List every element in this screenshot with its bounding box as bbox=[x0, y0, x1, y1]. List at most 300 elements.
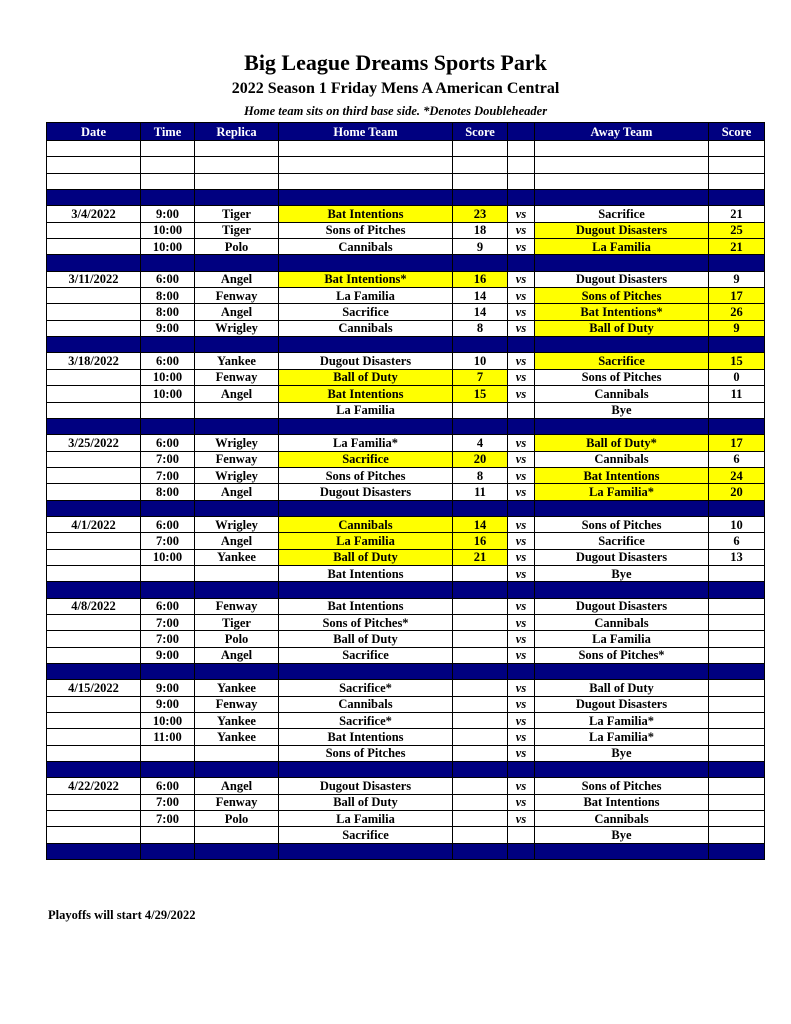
vs-cell: vs bbox=[508, 239, 535, 255]
replica-cell: Wrigley bbox=[195, 467, 279, 483]
home-team-cell: Dugout Disasters bbox=[279, 353, 453, 369]
replica-cell: Tiger bbox=[195, 222, 279, 238]
home-team-cell: Ball of Duty bbox=[279, 631, 453, 647]
away-score-cell: 21 bbox=[709, 239, 765, 255]
blank-cell bbox=[47, 173, 141, 189]
home-score-cell bbox=[453, 745, 508, 761]
time-cell: 9:00 bbox=[141, 680, 195, 696]
game-row bbox=[47, 402, 765, 418]
separator-cell bbox=[453, 190, 508, 206]
vs-cell: vs bbox=[508, 598, 535, 614]
separator-cell bbox=[47, 843, 141, 859]
vs-cell: vs bbox=[508, 516, 535, 532]
away-score-cell bbox=[709, 713, 765, 729]
home-score-cell bbox=[453, 794, 508, 810]
home-team-cell: Bat Intentions bbox=[279, 565, 453, 581]
game-row bbox=[47, 827, 765, 843]
separator-cell bbox=[453, 418, 508, 434]
separator-cell bbox=[453, 255, 508, 271]
date-cell: 3/25/2022 bbox=[47, 435, 141, 451]
time-cell: 8:00 bbox=[141, 304, 195, 320]
home-team-cell: Bat Intentions bbox=[279, 206, 453, 222]
away-team-cell: Bat Intentions bbox=[535, 794, 709, 810]
replica-cell: Angel bbox=[195, 271, 279, 287]
time-cell: 6:00 bbox=[141, 435, 195, 451]
home-team-cell: Bat Intentions bbox=[279, 598, 453, 614]
separator-cell bbox=[279, 337, 453, 353]
date-cell bbox=[47, 320, 141, 336]
replica-cell: Wrigley bbox=[195, 516, 279, 532]
away-score-cell: 6 bbox=[709, 451, 765, 467]
replica-cell: Tiger bbox=[195, 614, 279, 630]
blank-row bbox=[47, 173, 765, 189]
col-away-score-header: Score bbox=[709, 123, 765, 141]
separator-cell bbox=[535, 255, 709, 271]
vs-cell bbox=[508, 827, 535, 843]
date-cell bbox=[47, 745, 141, 761]
separator-cell bbox=[195, 664, 279, 680]
separator-cell bbox=[195, 418, 279, 434]
away-team-cell: Ball of Duty* bbox=[535, 435, 709, 451]
replica-cell: Angel bbox=[195, 304, 279, 320]
blank-cell bbox=[141, 173, 195, 189]
away-score-cell: 21 bbox=[709, 206, 765, 222]
separator-cell bbox=[709, 190, 765, 206]
separator-cell bbox=[279, 843, 453, 859]
game-row bbox=[47, 811, 765, 827]
away-score-cell bbox=[709, 778, 765, 794]
separator-cell bbox=[141, 762, 195, 778]
home-score-cell bbox=[453, 827, 508, 843]
replica-cell bbox=[195, 402, 279, 418]
vs-cell: vs bbox=[508, 631, 535, 647]
home-score-cell: 16 bbox=[453, 533, 508, 549]
away-team-cell: Dugout Disasters bbox=[535, 222, 709, 238]
home-team-cell: Sons of Pitches bbox=[279, 222, 453, 238]
vs-cell: vs bbox=[508, 745, 535, 761]
vs-cell: vs bbox=[508, 320, 535, 336]
away-score-cell: 0 bbox=[709, 369, 765, 385]
time-cell: 6:00 bbox=[141, 598, 195, 614]
away-score-cell: 24 bbox=[709, 467, 765, 483]
separator-cell bbox=[453, 664, 508, 680]
replica-cell: Fenway bbox=[195, 451, 279, 467]
home-score-cell: 8 bbox=[453, 467, 508, 483]
away-score-cell: 17 bbox=[709, 435, 765, 451]
home-score-cell: 21 bbox=[453, 549, 508, 565]
replica-cell: Angel bbox=[195, 647, 279, 663]
time-cell: 7:00 bbox=[141, 451, 195, 467]
replica-cell: Angel bbox=[195, 778, 279, 794]
game-row bbox=[47, 386, 765, 402]
separator-cell bbox=[47, 762, 141, 778]
away-team-cell: Sons of Pitches bbox=[535, 516, 709, 532]
time-cell bbox=[141, 827, 195, 843]
home-team-cell: La Familia bbox=[279, 402, 453, 418]
schedule-table bbox=[46, 122, 765, 860]
game-row bbox=[47, 484, 765, 500]
away-team-cell: Bye bbox=[535, 402, 709, 418]
date-cell bbox=[47, 369, 141, 385]
away-team-cell: Sacrifice bbox=[535, 533, 709, 549]
home-score-cell bbox=[453, 647, 508, 663]
col-away-team-header: Away Team bbox=[535, 123, 709, 141]
home-team-cell: Sacrifice bbox=[279, 451, 453, 467]
blank-cell bbox=[195, 157, 279, 173]
vs-cell: vs bbox=[508, 549, 535, 565]
date-cell bbox=[47, 484, 141, 500]
home-score-cell: 20 bbox=[453, 451, 508, 467]
replica-cell: Polo bbox=[195, 811, 279, 827]
away-team-cell: Cannibals bbox=[535, 451, 709, 467]
separator-cell bbox=[508, 255, 535, 271]
away-team-cell: Ball of Duty bbox=[535, 680, 709, 696]
date-cell bbox=[47, 304, 141, 320]
vs-cell: vs bbox=[508, 614, 535, 630]
replica-cell: Yankee bbox=[195, 713, 279, 729]
away-score-cell bbox=[709, 565, 765, 581]
home-score-cell bbox=[453, 680, 508, 696]
page-title: Big League Dreams Sports Park bbox=[244, 50, 547, 75]
away-team-cell: La Familia* bbox=[535, 729, 709, 745]
home-score-cell: 18 bbox=[453, 222, 508, 238]
game-row bbox=[47, 369, 765, 385]
week-separator-row bbox=[47, 337, 765, 353]
game-row bbox=[47, 680, 765, 696]
home-team-cell: Sons of Pitches* bbox=[279, 614, 453, 630]
separator-cell bbox=[47, 418, 141, 434]
separator-cell bbox=[508, 664, 535, 680]
game-row bbox=[47, 304, 765, 320]
separator-cell bbox=[535, 843, 709, 859]
home-team-cell: Dugout Disasters bbox=[279, 484, 453, 500]
replica-cell: Wrigley bbox=[195, 435, 279, 451]
home-team-cell: Sacrifice bbox=[279, 304, 453, 320]
col-home-team-header: Home Team bbox=[279, 123, 453, 141]
separator-cell bbox=[279, 582, 453, 598]
time-cell: 10:00 bbox=[141, 713, 195, 729]
home-team-cell: Sacrifice* bbox=[279, 680, 453, 696]
replica-cell: Angel bbox=[195, 484, 279, 500]
game-row bbox=[47, 598, 765, 614]
time-cell bbox=[141, 745, 195, 761]
separator-cell bbox=[709, 337, 765, 353]
home-score-cell: 8 bbox=[453, 320, 508, 336]
away-team-cell: Sacrifice bbox=[535, 353, 709, 369]
date-cell bbox=[47, 222, 141, 238]
replica-cell: Yankee bbox=[195, 353, 279, 369]
time-cell: 6:00 bbox=[141, 778, 195, 794]
blank-cell bbox=[279, 173, 453, 189]
time-cell: 7:00 bbox=[141, 631, 195, 647]
away-team-cell: La Familia* bbox=[535, 713, 709, 729]
away-score-cell bbox=[709, 402, 765, 418]
home-team-cell: Bat Intentions* bbox=[279, 271, 453, 287]
separator-cell bbox=[709, 664, 765, 680]
date-cell bbox=[47, 811, 141, 827]
home-team-cell: Dugout Disasters bbox=[279, 778, 453, 794]
col-vs-header bbox=[508, 123, 535, 141]
home-score-cell bbox=[453, 811, 508, 827]
game-row bbox=[47, 271, 765, 287]
home-score-cell: 14 bbox=[453, 304, 508, 320]
blank-cell bbox=[279, 157, 453, 173]
vs-cell: vs bbox=[508, 353, 535, 369]
game-row bbox=[47, 713, 765, 729]
time-cell: 8:00 bbox=[141, 484, 195, 500]
home-team-cell: Cannibals bbox=[279, 516, 453, 532]
home-score-cell: 11 bbox=[453, 484, 508, 500]
replica-cell: Wrigley bbox=[195, 320, 279, 336]
vs-cell: vs bbox=[508, 713, 535, 729]
date-cell: 4/15/2022 bbox=[47, 680, 141, 696]
replica-cell bbox=[195, 565, 279, 581]
vs-cell: vs bbox=[508, 451, 535, 467]
away-score-cell: 25 bbox=[709, 222, 765, 238]
week-separator-row bbox=[47, 500, 765, 516]
separator-cell bbox=[141, 500, 195, 516]
blank-cell bbox=[709, 157, 765, 173]
replica-cell: Polo bbox=[195, 631, 279, 647]
separator-cell bbox=[141, 664, 195, 680]
home-team-cell: La Familia* bbox=[279, 435, 453, 451]
separator-cell bbox=[47, 500, 141, 516]
time-cell: 6:00 bbox=[141, 353, 195, 369]
date-cell: 4/22/2022 bbox=[47, 778, 141, 794]
away-team-cell: Sons of Pitches* bbox=[535, 647, 709, 663]
col-home-score-header: Score bbox=[453, 123, 508, 141]
blank-cell bbox=[279, 141, 453, 157]
separator-cell bbox=[47, 255, 141, 271]
game-row bbox=[47, 516, 765, 532]
away-team-cell: Dugout Disasters bbox=[535, 549, 709, 565]
separator-cell bbox=[709, 418, 765, 434]
game-row bbox=[47, 533, 765, 549]
separator-cell bbox=[535, 337, 709, 353]
week-separator-row bbox=[47, 664, 765, 680]
playoffs-note: Playoffs will start 4/29/2022 bbox=[48, 908, 196, 922]
home-team-cell: La Familia bbox=[279, 533, 453, 549]
separator-cell bbox=[195, 255, 279, 271]
time-cell: 7:00 bbox=[141, 467, 195, 483]
replica-cell bbox=[195, 827, 279, 843]
separator-cell bbox=[195, 190, 279, 206]
blank-cell bbox=[508, 173, 535, 189]
game-row bbox=[47, 288, 765, 304]
away-score-cell bbox=[709, 696, 765, 712]
home-team-cell: Ball of Duty bbox=[279, 794, 453, 810]
time-cell: 9:00 bbox=[141, 206, 195, 222]
away-team-cell: Bye bbox=[535, 827, 709, 843]
date-cell: 3/18/2022 bbox=[47, 353, 141, 369]
replica-cell: Angel bbox=[195, 533, 279, 549]
time-cell: 6:00 bbox=[141, 516, 195, 532]
separator-cell bbox=[535, 762, 709, 778]
time-cell: 7:00 bbox=[141, 614, 195, 630]
separator-cell bbox=[535, 190, 709, 206]
game-row bbox=[47, 745, 765, 761]
time-cell: 10:00 bbox=[141, 239, 195, 255]
away-score-cell: 15 bbox=[709, 353, 765, 369]
home-team-cell: La Familia bbox=[279, 811, 453, 827]
replica-cell: Yankee bbox=[195, 729, 279, 745]
separator-cell bbox=[141, 843, 195, 859]
separator-cell bbox=[508, 582, 535, 598]
replica-cell: Yankee bbox=[195, 549, 279, 565]
home-score-cell bbox=[453, 729, 508, 745]
away-score-cell bbox=[709, 647, 765, 663]
vs-cell: vs bbox=[508, 794, 535, 810]
game-row bbox=[47, 631, 765, 647]
home-team-cell: Bat Intentions bbox=[279, 729, 453, 745]
separator-cell bbox=[195, 500, 279, 516]
date-cell bbox=[47, 729, 141, 745]
week-separator-row bbox=[47, 843, 765, 859]
replica-cell: Polo bbox=[195, 239, 279, 255]
replica-cell: Fenway bbox=[195, 696, 279, 712]
home-team-cell: Sons of Pitches bbox=[279, 745, 453, 761]
separator-cell bbox=[47, 582, 141, 598]
header-row bbox=[47, 123, 765, 141]
away-score-cell bbox=[709, 598, 765, 614]
home-team-cell: Cannibals bbox=[279, 696, 453, 712]
blank-cell bbox=[453, 141, 508, 157]
blank-cell bbox=[508, 141, 535, 157]
away-score-cell: 10 bbox=[709, 516, 765, 532]
away-score-cell: 13 bbox=[709, 549, 765, 565]
home-team-cell: La Familia bbox=[279, 288, 453, 304]
col-replica-header: Replica bbox=[195, 123, 279, 141]
separator-cell bbox=[195, 762, 279, 778]
home-team-cell: Sons of Pitches bbox=[279, 467, 453, 483]
time-cell: 8:00 bbox=[141, 288, 195, 304]
away-team-cell: La Familia* bbox=[535, 484, 709, 500]
vs-cell: vs bbox=[508, 729, 535, 745]
col-time-header: Time bbox=[141, 123, 195, 141]
home-score-cell: 7 bbox=[453, 369, 508, 385]
home-team-cell: Bat Intentions bbox=[279, 386, 453, 402]
vs-cell: vs bbox=[508, 206, 535, 222]
time-cell: 10:00 bbox=[141, 386, 195, 402]
blank-cell bbox=[535, 157, 709, 173]
date-cell bbox=[47, 467, 141, 483]
separator-cell bbox=[709, 843, 765, 859]
blank-cell bbox=[141, 141, 195, 157]
away-team-cell: Sons of Pitches bbox=[535, 778, 709, 794]
vs-cell: vs bbox=[508, 647, 535, 663]
week-separator-row bbox=[47, 418, 765, 434]
away-team-cell: La Familia bbox=[535, 631, 709, 647]
week-separator-row bbox=[47, 762, 765, 778]
vs-cell: vs bbox=[508, 533, 535, 549]
blank-cell bbox=[453, 173, 508, 189]
blank-row bbox=[47, 141, 765, 157]
away-score-cell bbox=[709, 631, 765, 647]
date-cell bbox=[47, 386, 141, 402]
time-cell: 11:00 bbox=[141, 729, 195, 745]
date-cell bbox=[47, 565, 141, 581]
blank-cell bbox=[535, 141, 709, 157]
time-cell: 9:00 bbox=[141, 696, 195, 712]
game-row bbox=[47, 729, 765, 745]
separator-cell bbox=[141, 418, 195, 434]
separator-cell bbox=[453, 582, 508, 598]
blank-cell bbox=[47, 157, 141, 173]
away-score-cell bbox=[709, 794, 765, 810]
blank-cell bbox=[141, 157, 195, 173]
game-row bbox=[47, 696, 765, 712]
vs-cell bbox=[508, 402, 535, 418]
time-cell bbox=[141, 402, 195, 418]
separator-cell bbox=[279, 418, 453, 434]
separator-cell bbox=[709, 500, 765, 516]
vs-cell: vs bbox=[508, 435, 535, 451]
away-score-cell: 26 bbox=[709, 304, 765, 320]
away-score-cell bbox=[709, 811, 765, 827]
separator-cell bbox=[279, 664, 453, 680]
game-row bbox=[47, 451, 765, 467]
separator-cell bbox=[709, 762, 765, 778]
home-score-cell: 23 bbox=[453, 206, 508, 222]
week-separator-row bbox=[47, 190, 765, 206]
home-score-cell bbox=[453, 402, 508, 418]
away-score-cell bbox=[709, 827, 765, 843]
away-team-cell: Bye bbox=[535, 745, 709, 761]
game-row bbox=[47, 565, 765, 581]
blank-cell bbox=[709, 141, 765, 157]
time-cell: 10:00 bbox=[141, 369, 195, 385]
game-row bbox=[47, 614, 765, 630]
replica-cell: Fenway bbox=[195, 598, 279, 614]
away-score-cell: 9 bbox=[709, 320, 765, 336]
date-cell bbox=[47, 239, 141, 255]
date-cell bbox=[47, 713, 141, 729]
game-row bbox=[47, 435, 765, 451]
replica-cell bbox=[195, 745, 279, 761]
vs-cell: vs bbox=[508, 467, 535, 483]
vs-cell: vs bbox=[508, 696, 535, 712]
week-separator-row bbox=[47, 582, 765, 598]
home-team-cell: Sacrifice* bbox=[279, 713, 453, 729]
home-score-cell bbox=[453, 778, 508, 794]
date-cell: 3/4/2022 bbox=[47, 206, 141, 222]
page-note: Home team sits on third base side. *Denotes Doubleheader bbox=[243, 104, 548, 118]
separator-cell bbox=[709, 582, 765, 598]
time-cell bbox=[141, 565, 195, 581]
away-team-cell: Sons of Pitches bbox=[535, 288, 709, 304]
away-team-cell: Bye bbox=[535, 565, 709, 581]
separator-cell bbox=[453, 762, 508, 778]
away-score-cell: 20 bbox=[709, 484, 765, 500]
date-cell: 4/1/2022 bbox=[47, 516, 141, 532]
away-score-cell bbox=[709, 680, 765, 696]
home-team-cell: Sacrifice bbox=[279, 827, 453, 843]
blank-cell bbox=[195, 173, 279, 189]
separator-cell bbox=[709, 255, 765, 271]
separator-cell bbox=[279, 190, 453, 206]
blank-cell bbox=[195, 141, 279, 157]
time-cell: 9:00 bbox=[141, 320, 195, 336]
vs-cell: vs bbox=[508, 778, 535, 794]
away-score-cell bbox=[709, 745, 765, 761]
home-team-cell: Cannibals bbox=[279, 239, 453, 255]
blank-cell bbox=[453, 157, 508, 173]
home-team-cell: Sacrifice bbox=[279, 647, 453, 663]
page-subtitle: 2022 Season 1 Friday Mens A American Central bbox=[231, 80, 560, 97]
away-team-cell: Cannibals bbox=[535, 811, 709, 827]
separator-cell bbox=[508, 190, 535, 206]
home-team-cell: Ball of Duty bbox=[279, 369, 453, 385]
